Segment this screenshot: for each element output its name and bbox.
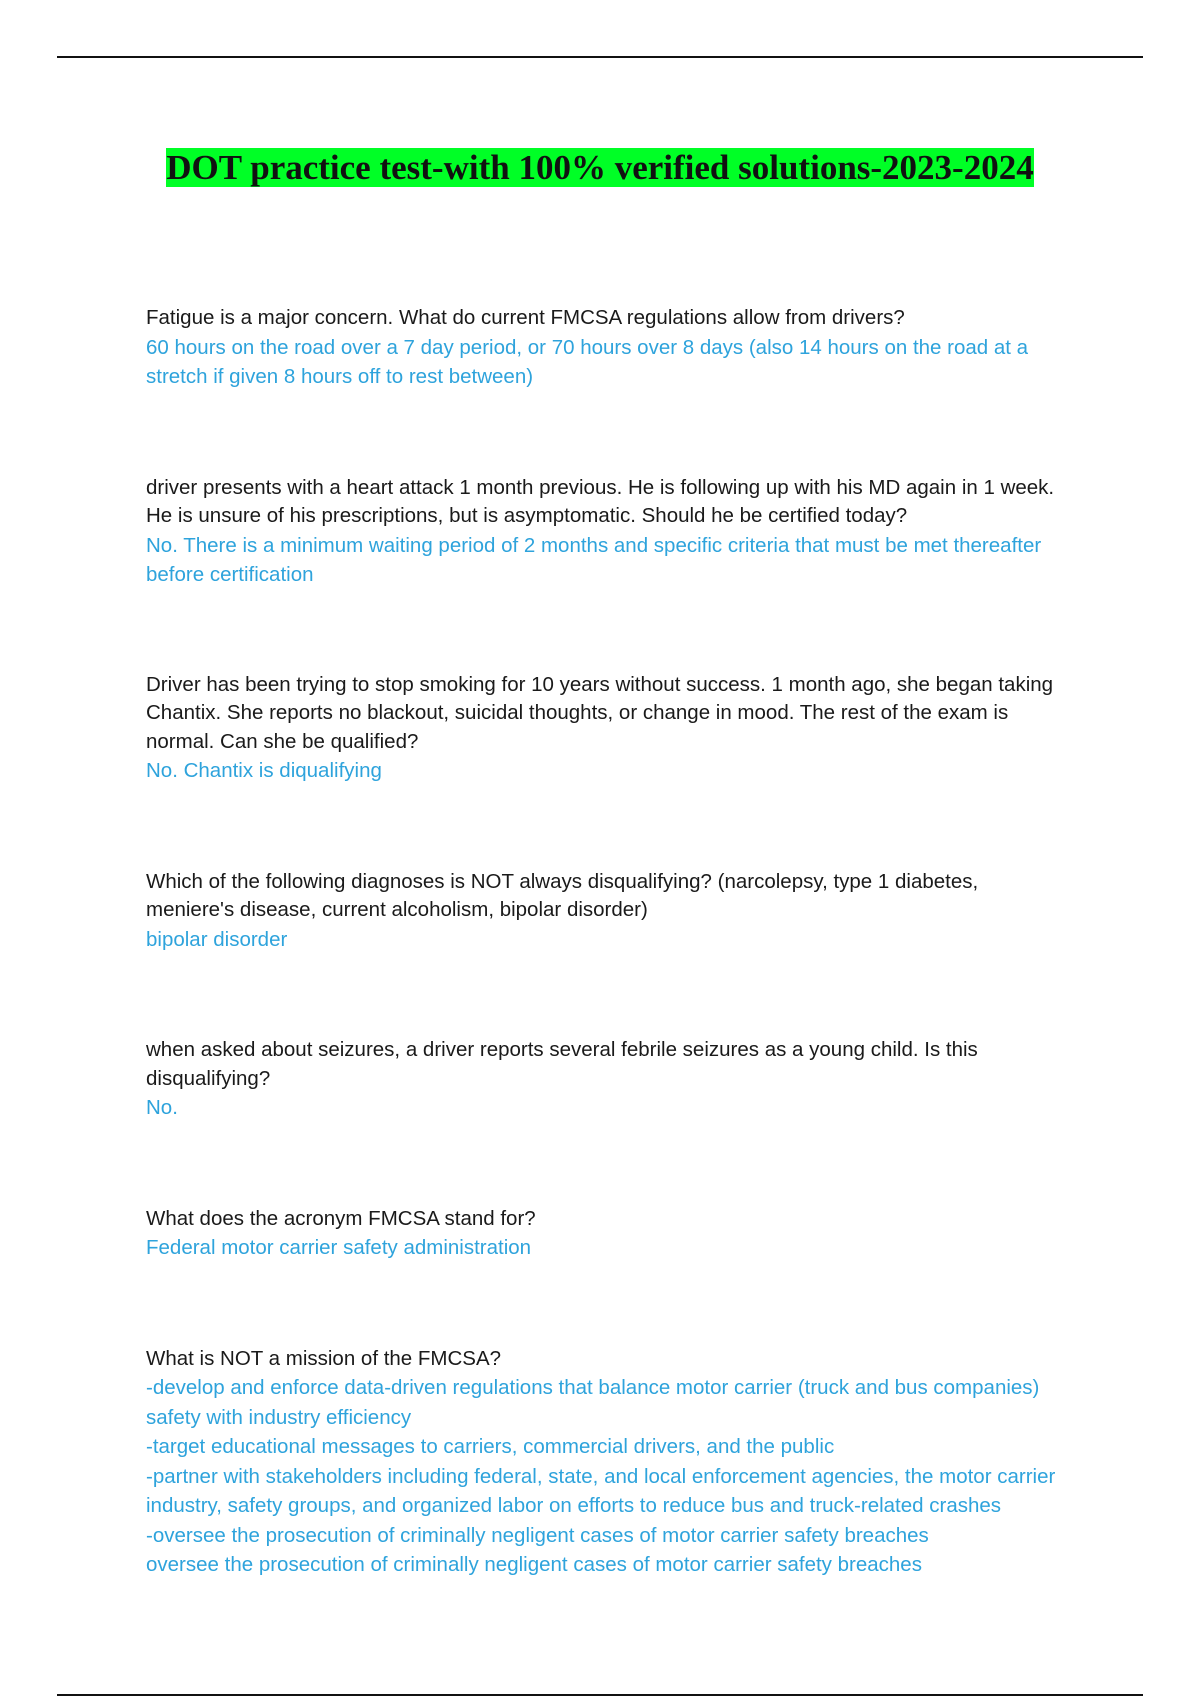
qa-item [146,671,1066,786]
answer-line: -target educational messages to carriers, commercial drivers, and the public [146,1435,835,1458]
answer-text: No. There is a minimum waiting period of 2 months and specific criteria that must be met thereafter before certification [146,533,1042,586]
document-title-text: DOT practice test-with 100% verified solutions-2023-2024 [166,148,1034,187]
top-rule [57,56,1143,58]
answer-list [146,1373,1066,1580]
document-title [150,146,1050,189]
qa-item-mission [146,1345,1066,1580]
bottom-rule [57,1694,1143,1696]
document-body [146,304,1066,1580]
qa-item [146,304,1066,392]
answer-text: 60 hours on the road over a 7 day period, or 70 hours over 8 days (also 14 hours on the road at a stretch if given 8 hours off to rest between) [146,335,1029,388]
question-text: What does the acronym FMCSA stand for? [146,1206,536,1230]
question-text: driver presents with a heart attack 1 month previous. He is following up with his MD again in 1 week. He is unsure of his prescriptions, but is asymptomatic. Should he be certified today? [146,475,1055,527]
question-text: What is NOT a mission of the FMCSA? [146,1346,502,1370]
question-text: when asked about seizures, a driver reports several febrile seizures as a young child. Is this disqualifying? [146,1038,978,1090]
qa-item [146,1036,1066,1123]
question-text: Which of the following diagnoses is NOT always disqualifying? (narcolepsy, type 1 diabetes, meniere's disease, current alcoholism, bipolar disorder) [146,869,979,921]
answer-text: bipolar disorder [146,927,288,951]
qa-item [146,1205,1066,1263]
answer-line: -oversee the prosecution of criminally negligent cases of motor carrier safety breaches [146,1523,929,1547]
answer-text: No. [146,1096,178,1119]
answer-line: oversee the prosecution of criminally negligent cases of motor carrier safety breaches [146,1553,922,1576]
qa-item [146,868,1066,955]
answer-text: No. Chantix is diqualifying [146,759,382,782]
qa-item [146,474,1066,590]
answer-line: -partner with stakeholders including federal, state, and local enforcement agencies, the motor carrier industry, safety groups, and organized labor on efforts to reduce bus and truck-related crashes [146,1464,1056,1517]
question-text: Fatigue is a major concern. What do current FMCSA regulations allow from drivers? [146,306,905,329]
question-text: Driver has been trying to stop smoking for 10 years without success. 1 month ago, she began taking Chantix. She reports no blackout, suicidal thoughts, or change in mood. The rest of the exam is normal. Can she be qualified? [146,672,1054,753]
answer-text: Federal motor carrier safety administration [146,1236,532,1259]
answer-line: -develop and enforce data-driven regulations that balance motor carrier (truck and bus companies) safety with industry efficiency [146,1376,1040,1429]
